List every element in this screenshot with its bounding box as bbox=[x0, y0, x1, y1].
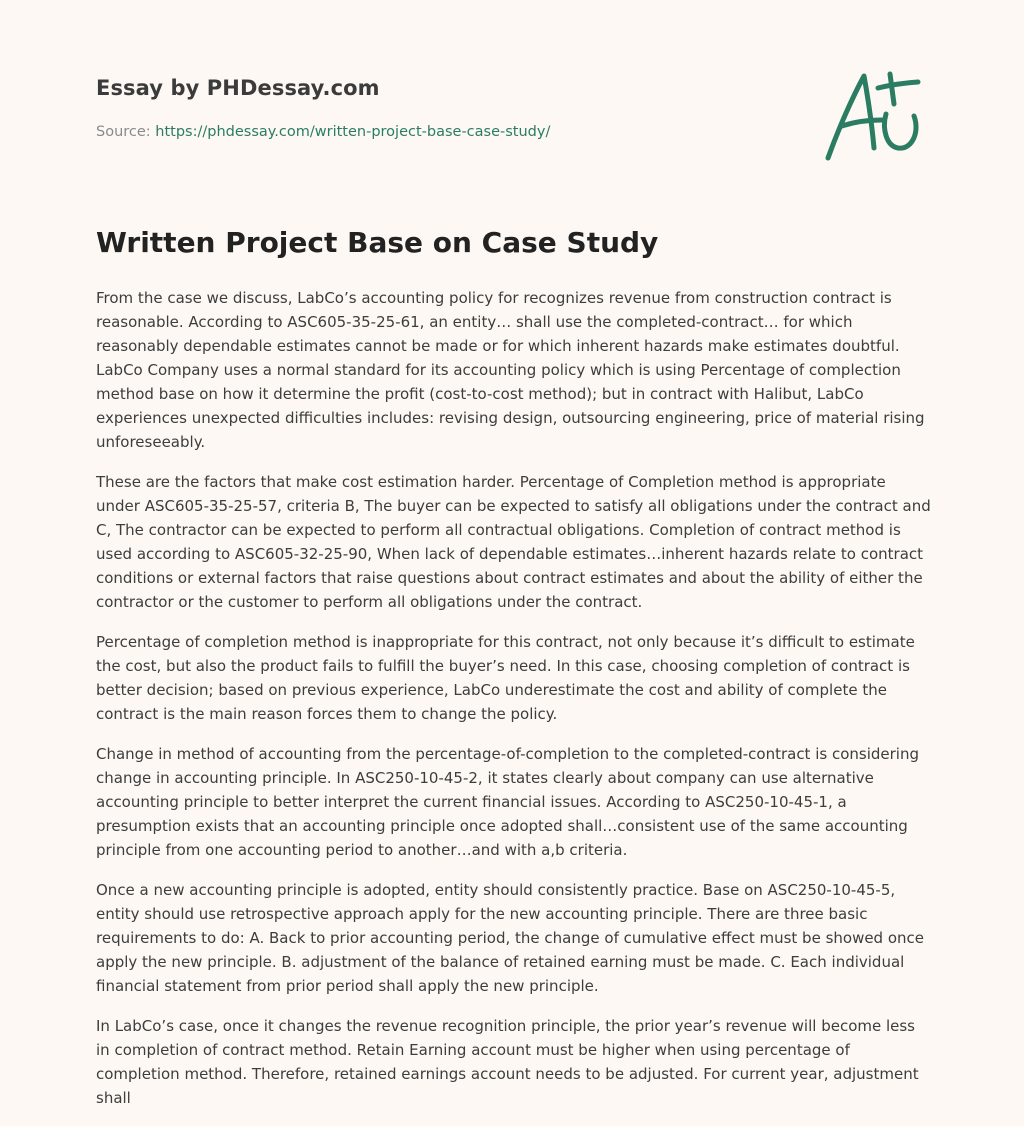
site-brand: Essay by PHDessay.com bbox=[96, 76, 380, 100]
paragraph: Percentage of completion method is inappropriate for this contract, not only because it’s difficult to estimate the cost, but also the product fails to fulfill the buyer’s need. In this case, choosing completion of contract is better decision; based on previous experience, LabCo underestimate the cost and ability of complete the contract is the main reason forces them to change the policy. bbox=[96, 633, 915, 723]
a-plus-logo-icon bbox=[824, 68, 924, 164]
essay-page bbox=[96, 0, 932, 1107]
paragraph: From the case we discuss, LabCo’s accounting policy for recognizes revenue from construction contract is reasonable. According to ASC605-35-25-61, an entity… shall use the completed-contract… for which reasonably dependable estimates cannot be made or for which inherent hazards make estimates doubtful. LabCo Company uses a normal standard for its accounting policy which is using Percentage of complection method base on how it determine the profit (cost-to-cost method); but in contract with Halibut, LabCo experiences unexpected difficulties includes: revising design, outsourcing engineering, price of material rising unforeseeably. bbox=[96, 289, 925, 451]
essay-header bbox=[96, 0, 932, 259]
paragraph: Once a new accounting principle is adopted, entity should consistently practice. Base on ASC250-10-45-5, entity should use retrospective approach apply for the new accounting principle. There are three basic requirements to do: A. Back to prior accounting period, the change of cumulative effect must be showed once apply the new principle. B. adjustment of the balance of retained earning must be made. C. Each individual financial statement from prior period shall apply the new principle. bbox=[96, 881, 925, 995]
paragraph: Change in method of accounting from the percentage-of-completion to the completed-contract is considering change in accounting principle. In ASC250-10-45-2, it states clearly about company can use alternative accounting principle to better interpret the current financial issues. According to ASC250-10-45-1, a presumption exists that an accounting principle once adopted shall…consistent use of the same accounting principle from one accounting period to another…and with a,b criteria. bbox=[96, 745, 919, 859]
source-line bbox=[96, 124, 550, 140]
essay-body bbox=[96, 286, 932, 1126]
paragraph: These are the factors that make cost estimation harder. Percentage of Completion method is appropriate under ASC605-35-25-57, criteria B, The buyer can be expected to satisfy all obligations under the contract and C, The contractor can be expected to perform all contractual obligations. Completion of contract method is used according to ASC605-32-25-90, When lack of dependable estimates…inherent hazards relate to contract conditions or external factors that raise questions about contract estimates and about the ability of either the contractor or the customer to perform all obligations under the contract. bbox=[96, 473, 931, 611]
page-title: Written Project Base on Case Study bbox=[96, 226, 659, 259]
source-label: Source: bbox=[96, 124, 156, 140]
source-link[interactable]: https://phdessay.com/written-project-base-case-study/ bbox=[155, 124, 551, 140]
paragraph: In LabCo’s case, once it changes the revenue recognition principle, the prior year’s revenue will become less in completion of contract method. Retain Earning account must be higher when using percentage of completion method. Therefore, retained earnings account needs to be adjusted. For current year, adjustment shall bbox=[96, 1017, 919, 1107]
